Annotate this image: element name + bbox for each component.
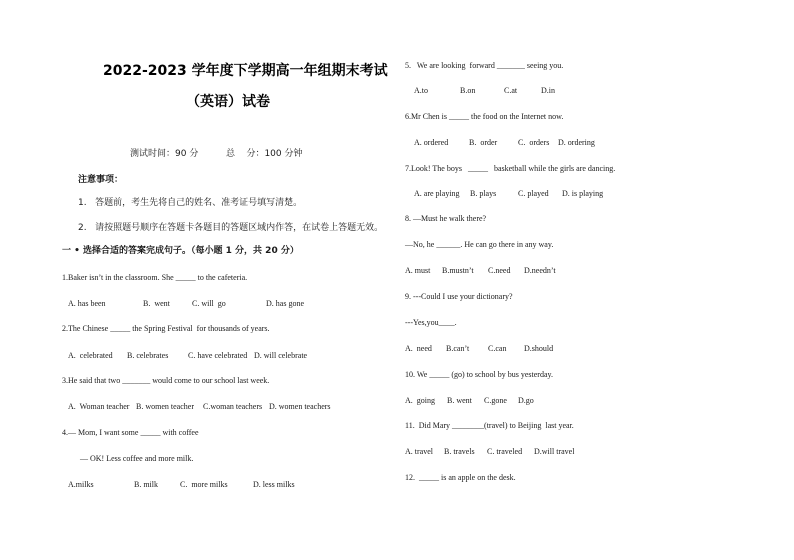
question-3-stem: 3.He said that two _______ would come to our school last week. [62, 376, 270, 385]
question-8-option-c: C.need [488, 266, 511, 275]
question-2-option-d: D. will celebrate [254, 351, 308, 360]
question-11-option-b: B. travels [444, 447, 475, 456]
question-11-option-c: C. traveled [487, 447, 523, 456]
question-7-option-b: B. plays [470, 189, 497, 198]
question-3-option-c: C.woman teachers [203, 402, 263, 411]
question-4-option-a: A.milks [68, 480, 94, 489]
question-1-option-c: C. will go [192, 299, 226, 308]
question-8-line2: —No, he ______. He can go there in any way. [405, 240, 554, 249]
question-5-stem: 5. We are looking forward _______ seeing you. [405, 61, 564, 70]
question-3-option-a: A. Woman teacher [68, 402, 130, 411]
question-4-option-d: D. less milks [253, 480, 295, 489]
question-6-option-a: A. ordered [414, 138, 449, 147]
question-7-option-a: A. are playing [414, 189, 460, 198]
question-2-option-b: B. celebrates [127, 351, 169, 360]
question-4-option-b: B. milk [134, 480, 159, 489]
question-8-stem: 8. —Must he walk there? [405, 214, 487, 223]
question-2-stem: 2.The Chinese _____ the Spring Festival for thousands of years. [62, 324, 270, 333]
question-7-option-c: C. played [518, 189, 549, 198]
question-2-option-a: A. celebrated [68, 351, 113, 360]
question-4-option-c: C. more milks [180, 480, 228, 489]
total-score: 总 分：100 分钟 [226, 149, 303, 159]
question-10-option-c: C.gone [484, 396, 507, 405]
question-6-option-d: D. ordering [558, 138, 595, 147]
question-10-stem: 10. We _____ (go) to school by bus yesterday. [405, 370, 553, 379]
exam-time: 测试时间：90 分 [130, 149, 199, 159]
notes-heading: 注意事项： [78, 175, 124, 185]
note-item-1: 1. 答题前，考生先将自己的姓名、准考证号填写清楚。 [78, 198, 303, 208]
question-6-option-c: C. orders [518, 138, 550, 147]
section-heading: 一 • 选择合适的答案完成句子。（每小题 1 分，共 20 分） [62, 246, 299, 256]
question-12-stem: 12. _____ is an apple on the desk. [405, 473, 516, 482]
question-10-option-b: B. went [447, 396, 472, 405]
question-9-option-a: A. need [405, 344, 432, 353]
question-1-stem: 1.Baker isn’t in the classroom. She _____ to the cafeteria. [62, 273, 248, 282]
question-4-stem: 4.— Mom, I want some _____ with coffee [62, 428, 199, 437]
note-item-2: 2. 请按照题号顺序在答题卡各题目的答题区域内作答，在试卷上答题无效。 [78, 223, 384, 233]
question-3-option-d: D. women teachers [269, 402, 331, 411]
exam-subtitle: （英语）试卷 [186, 94, 270, 110]
question-8-option-d: D.needn’t [524, 266, 556, 275]
question-5-option-d: D.in [541, 86, 555, 95]
exam-title: 2022-2023 学年度下学期高一年组期末考试 [103, 63, 388, 79]
question-4-line2: — OK! Less coffee and more milk. [80, 454, 194, 463]
question-9-option-b: B.can’t [446, 344, 470, 353]
question-11-option-a: A. travel [405, 447, 433, 456]
question-1-option-d: D. has gone [266, 299, 304, 308]
question-7-option-d: D. is playing [562, 189, 604, 198]
question-10-option-d: D.go [518, 396, 534, 405]
question-11-option-d: D.will travel [534, 447, 575, 456]
question-9-option-c: C.can [488, 344, 507, 353]
question-8-option-b: B.mustn’t [442, 266, 474, 275]
question-11-stem: 11. Did Mary ________(travel) to Beijing last year. [405, 421, 574, 430]
question-9-stem: 9. ---Could I use your dictionary? [405, 292, 513, 301]
question-5-option-c: C.at [504, 86, 518, 95]
question-1-option-b: B. went [143, 299, 170, 308]
question-9-line2: ---Yes,you____. [405, 318, 457, 327]
question-6-option-b: B. order [469, 138, 498, 147]
question-6-stem: 6.Mr Chen is _____ the food on the Internet now. [405, 112, 564, 121]
question-8-option-a: A. must [405, 266, 431, 275]
question-5-option-a: A.to [414, 86, 428, 95]
question-3-option-b: B. women teacher [136, 402, 194, 411]
question-10-option-a: A. going [405, 396, 435, 405]
question-9-option-d: D.should [524, 344, 554, 353]
question-2-option-c: C. have celebrated [188, 351, 248, 360]
question-5-option-b: B.on [460, 86, 476, 95]
question-1-option-a: A. has been [68, 299, 106, 308]
question-7-stem: 7.Look! The boys _____ basketball while the girls are dancing. [405, 164, 616, 173]
